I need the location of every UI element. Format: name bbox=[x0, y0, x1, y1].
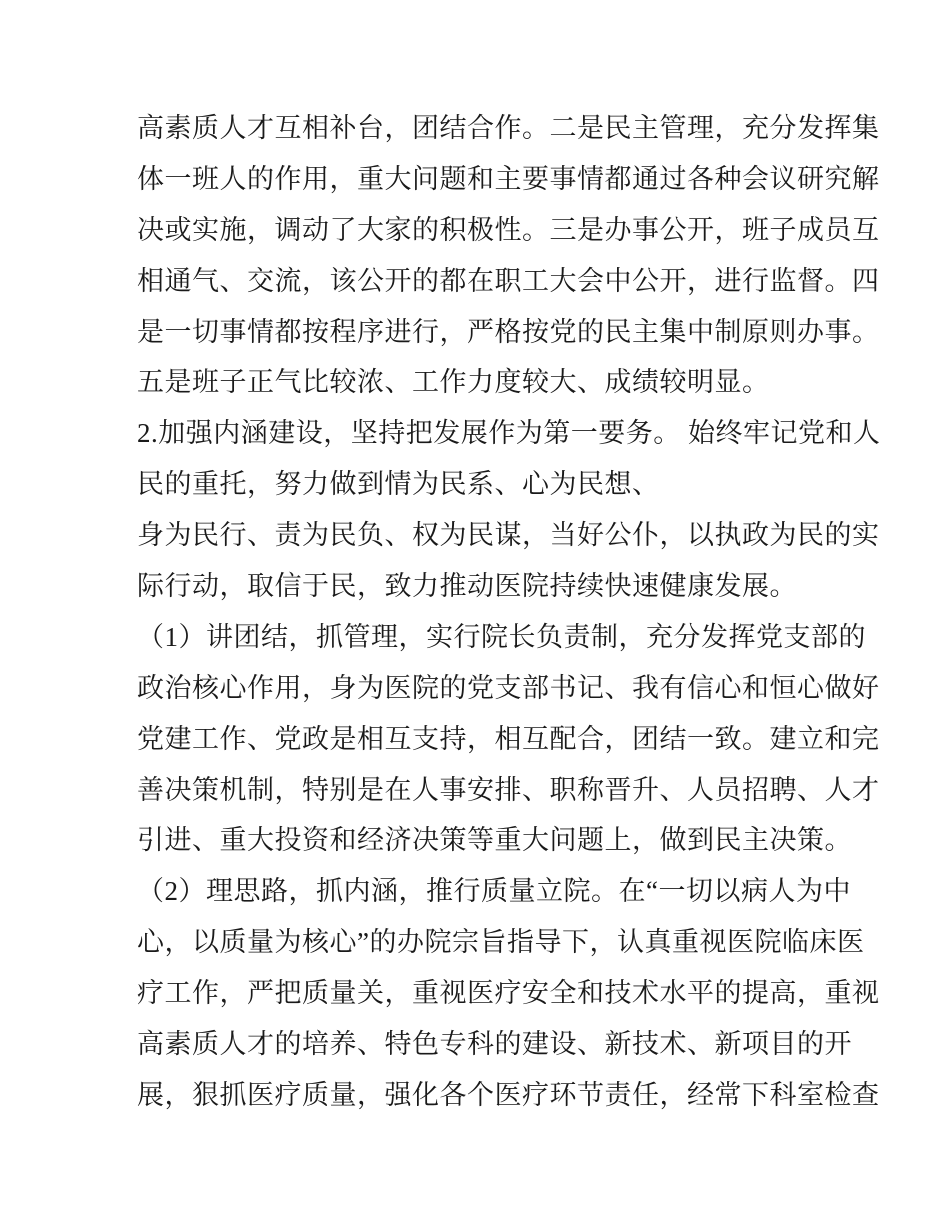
text-line: 决或实施，调动了大家的积极性。三是办事公开，班子成员互 bbox=[137, 214, 880, 245]
text-line: 展，狠抓医疗质量，强化各个医疗环节责任，经常下科室检查 bbox=[137, 1079, 880, 1110]
text-line: 体一班人的作用，重大问题和主要事情都通过各种会议研究解 bbox=[137, 163, 880, 194]
text-line: （1）讲团结，抓管理，实行院长负责制，充分发挥党支部的 bbox=[137, 621, 866, 652]
text-line: 身为民行、责为民负、权为民谋，当好公仆，以执政为民的实 bbox=[137, 520, 880, 551]
text-line: 高素质人才的培养、特色专科的建设、新技术、新项目的开 bbox=[137, 1029, 852, 1060]
text-line: 相通气、交流，该公开的都在职工大会中公开，进行监督。四 bbox=[137, 265, 880, 296]
text-line: 2.加强内涵建设，坚持把发展作为第一要务。 始终牢记党和人 bbox=[137, 418, 881, 449]
text-line: 引进、重大投资和经济决策等重大问题上，做到民主决策。 bbox=[137, 825, 852, 856]
text-block bbox=[137, 103, 881, 1121]
text-line: 民的重托，努力做到情为民系、心为民想、 bbox=[137, 469, 660, 500]
text-line: 五是班子正气比较浓、工作力度较大、成绩较明显。 bbox=[137, 367, 770, 398]
text-line: 高素质人才互相补台，团结合作。二是民主管理，充分发挥集 bbox=[137, 113, 880, 143]
text-line: 善决策机制，特别是在人事安排、职称晋升、人员招聘、人才 bbox=[137, 774, 880, 805]
text-line: 是一切事情都按程序进行，严格按党的民主集中制原则办事。 bbox=[137, 316, 880, 347]
text-line: 疗工作，严把质量关，重视医疗安全和技术水平的提高，重视 bbox=[137, 978, 880, 1009]
text-line: 党建工作、党政是相互支持，相互配合，团结一致。建立和完 bbox=[137, 723, 880, 754]
text-line: 政治核心作用，身为医院的党支部书记、我有信心和恒心做好 bbox=[137, 672, 880, 703]
text-line: 心，以质量为核心”的办院宗旨指导下，认真重视医院临床医 bbox=[137, 927, 865, 958]
text-line: （2）理思路，抓内涵，推行质量立院。在“一切以病人为中 bbox=[137, 876, 851, 907]
text-line: 际行动，取信于民，致力推动医院持续快速健康发展。 bbox=[137, 571, 797, 602]
